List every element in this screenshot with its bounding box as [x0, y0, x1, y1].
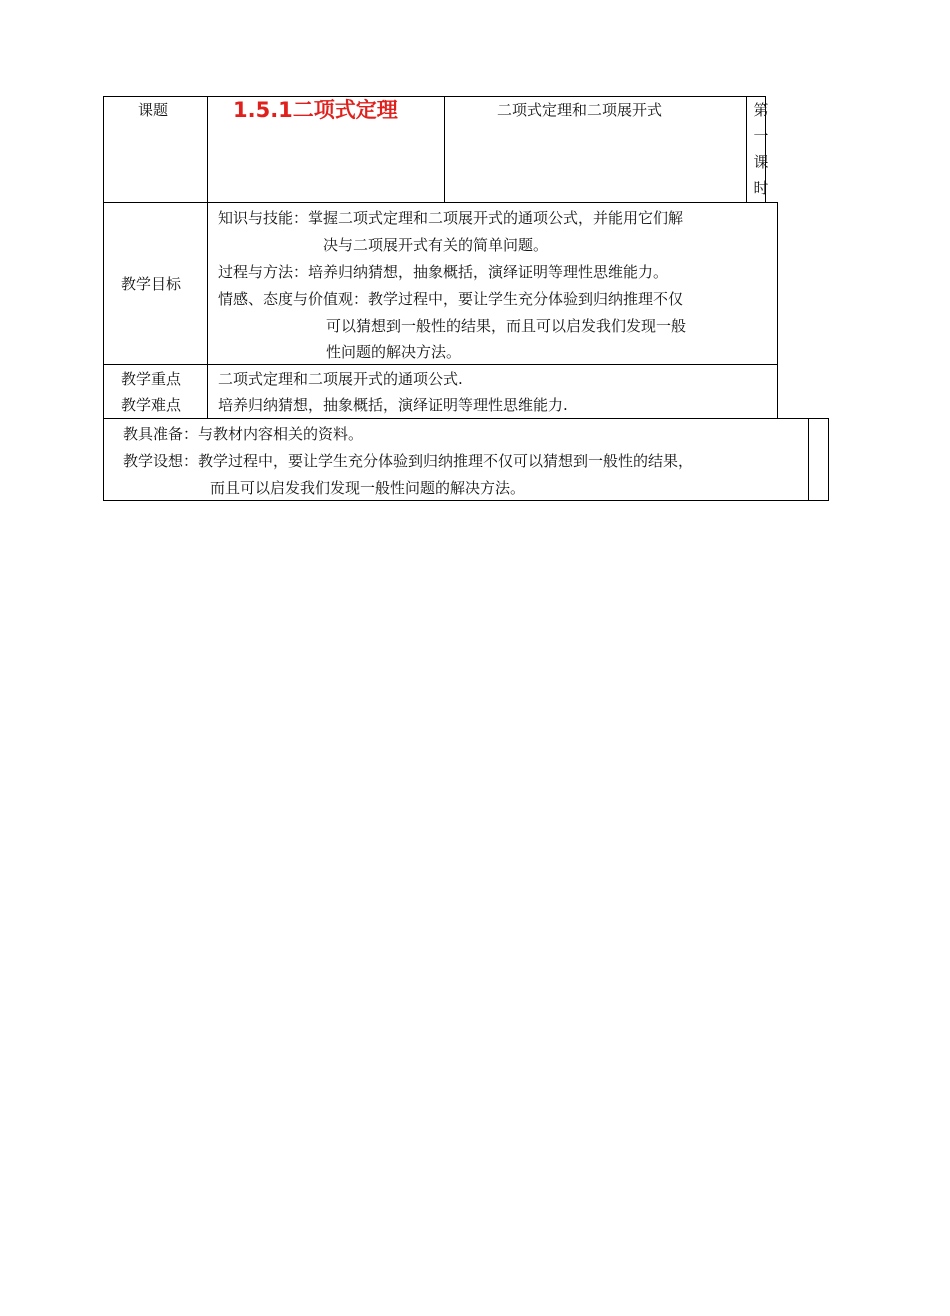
lesson-subtitle: 二项式定理和二项展开式 — [497, 101, 663, 119]
table-border-right-bottom — [828, 418, 829, 501]
process-method: 过程与方法：培养归纳猜想，抽象概括，演绎证明等理性思维能力。 — [218, 263, 669, 281]
table-border-top — [103, 96, 766, 97]
table-border-row2 — [103, 364, 778, 365]
emotion-values-line3: 性问题的解决方法。 — [326, 343, 462, 361]
table-border-left — [103, 96, 104, 501]
table-divider-last-row — [808, 418, 809, 501]
table-border-bottom — [103, 500, 829, 501]
knowledge-skill-line2: 决与二项展开式有关的简单问题。 — [323, 236, 549, 254]
emotion-values-line1: 情感、态度与价值观：教学过程中，要让学生充分体验到归纳推理不仅 — [218, 290, 684, 308]
table-divider-subtitle — [444, 96, 445, 203]
table-divider-label — [207, 96, 208, 419]
teaching-idea-line2: 而且可以启发我们发现一般性问题的解决方法。 — [210, 479, 526, 497]
table-border-right-mid — [777, 202, 778, 419]
emotion-values-line2: 可以猜想到一般性的结果，而且可以启发我们发现一般 — [326, 317, 687, 335]
table-border-row1 — [103, 202, 778, 203]
teaching-tools: 教具准备：与教材内容相关的资料。 — [123, 425, 364, 443]
key-point-label: 教学重点 — [121, 370, 182, 388]
objectives-label: 教学目标 — [121, 275, 182, 293]
table-border-row3 — [103, 418, 829, 419]
difficult-point-text: 培养归纳猜想，抽象概括，演绎证明等理性思维能力. — [218, 396, 568, 414]
key-point-text: 二项式定理和二项展开式的通项公式. — [218, 370, 463, 388]
lesson-title: 1.5.1二项式定理 — [233, 98, 398, 122]
difficult-point-label: 教学难点 — [121, 396, 182, 414]
topic-label: 课题 — [138, 101, 169, 119]
lesson-period: 第一课时 — [753, 101, 769, 197]
knowledge-skill-line1: 知识与技能：掌握二项式定理和二项展开式的通项公式，并能用它们解 — [218, 209, 684, 227]
teaching-idea-line1: 教学设想：教学过程中，要让学生充分体验到归纳推理不仅可以猜想到一般性的结果， — [123, 452, 694, 470]
table-divider-period — [746, 96, 747, 203]
